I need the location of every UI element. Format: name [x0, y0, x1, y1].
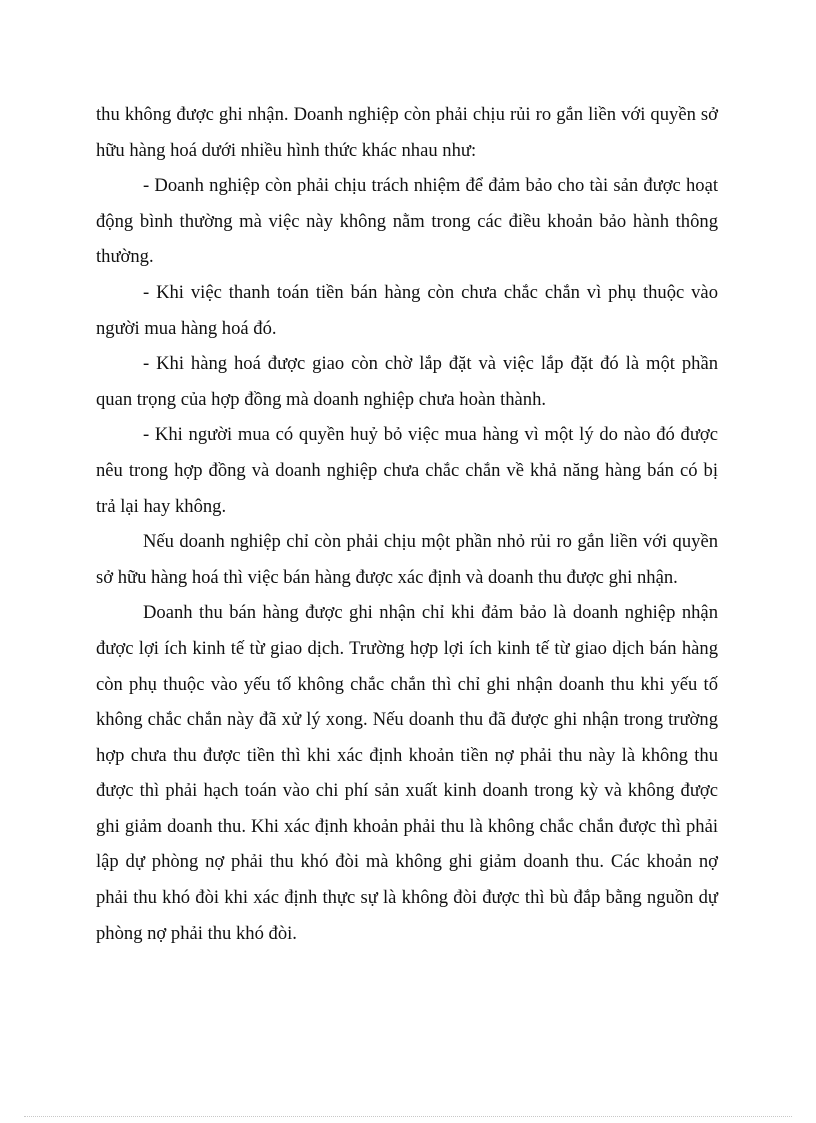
bullet-installation-pending: - Khi hàng hoá được giao còn chờ lắp đặt và việc lắp đặt đó là một phần quan trọng của hợp đồng mà doanh nghiệp chưa hoàn thành.	[96, 353, 718, 410]
bullet-buyer-cancel-right: - Khi người mua có quyền huỷ bỏ việc mua hàng vì một lý do nào đó được nêu trong hợp đồng và doanh nghiệp chưa chắc chắn về khả năng hàng bán có bị trả lại hay không.	[96, 424, 718, 517]
bullet-payment-uncertain: - Khi việc thanh toán tiền bán hàng còn chưa chắc chắn vì phụ thuộc vào người mua hàng hoá đó.	[96, 281, 718, 339]
paragraph-continuation: thu không được ghi nhận. Doanh nghiệp còn phải chịu rủi ro gắn liền với quyền sở hữu hàng hoá dưới nhiều hình thức khác nhau như:	[96, 104, 718, 161]
document-body	[96, 97, 718, 951]
page-bottom-divider	[24, 1116, 792, 1117]
paragraph-revenue-recognition: Doanh thu bán hàng được ghi nhận chỉ khi đảm bảo là doanh nghiệp nhận được lợi ích kinh tế từ giao dịch. Trường hợp lợi ích kinh tế từ giao dịch bán hàng còn phụ thuộc vào yếu tố không chắc chắn thì chỉ ghi nhận doanh thu khi yếu tố không chắc chắn này đã xử lý xong. Nếu doanh thu đã được ghi nhận trong trường hợp chưa thu được tiền thì khi xác định khoản tiền nợ phải thu này là không thu được thì phải hạch toán vào chi phí sản xuất kinh doanh trong kỳ và không được ghi giảm doanh thu. Khi xác định khoản phải thu là không chắc chắn được thì phải lập dự phòng nợ phải thu khó đòi mà không ghi giảm doanh thu. Các khoản nợ phải thu khó đòi khi xác định thực sự là không đòi được thì bù đắp bằng nguồn dự phòng nợ phải thu khó đòi.	[96, 602, 718, 944]
bullet-responsibility: - Doanh nghiệp còn phải chịu trách nhiệm để đảm bảo cho tài sản được hoạt động bình thường mà việc này không nằm trong các điều khoản bảo hành thông thường.	[96, 175, 718, 268]
paragraph-small-risk: Nếu doanh nghiệp chỉ còn phải chịu một phần nhỏ rủi ro gắn liền với quyền sở hữu hàng hoá thì việc bán hàng được xác định và doanh thu được ghi nhận.	[96, 531, 718, 588]
